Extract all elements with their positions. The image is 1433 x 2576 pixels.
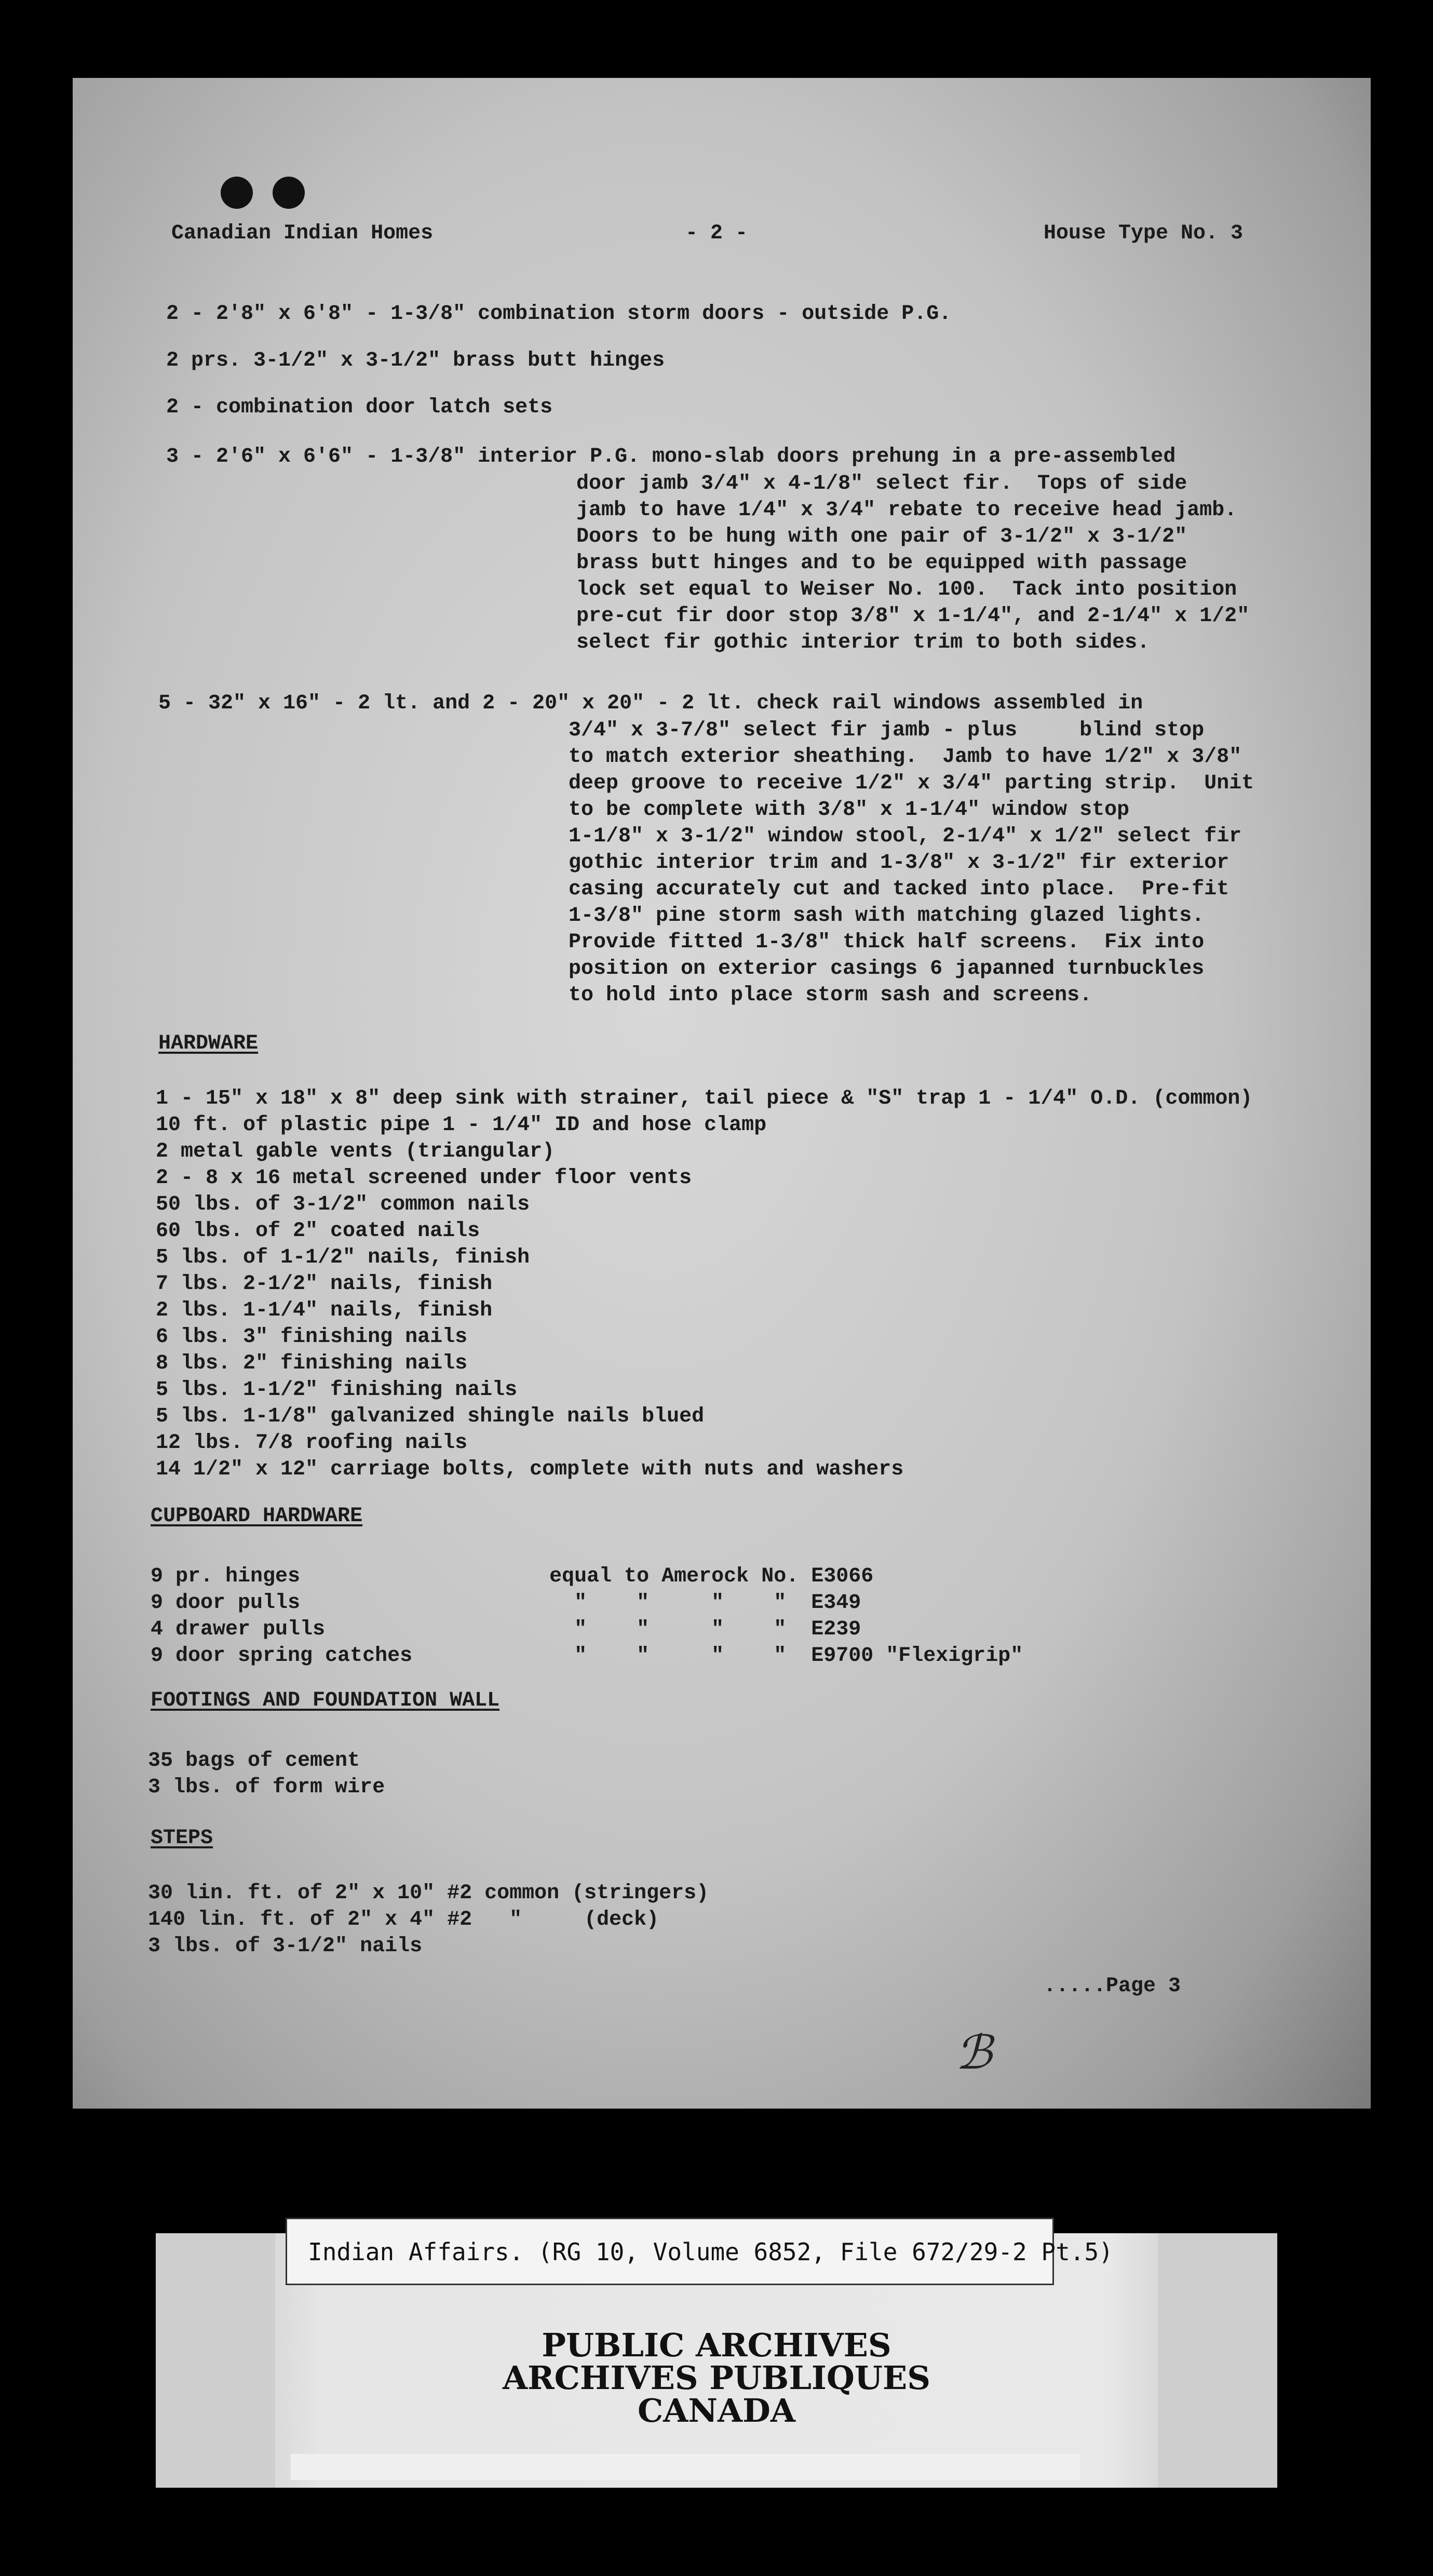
list-item: 30 lin. ft. of 2" x 10" #2 common (stringers) [148, 1882, 709, 1905]
list-item: 2 - 8 x 16 metal screened under floor vents [156, 1166, 692, 1190]
spec-line: 1-3/8" pine storm sash with matching glazed lights. [569, 904, 1205, 928]
item-windows: 5 - 32" x 16" - 2 lt. and 2 - 20" x 20" - 2 lt. check rail windows assembled in [158, 692, 1143, 715]
archive-country: CANADA [637, 2392, 796, 2430]
spec-line: to match exterior sheathing. Jamb to have 1/2" x 3/8" [569, 745, 1242, 769]
handwritten-initials: ℬ [955, 2025, 992, 2080]
spec-line: pre-cut fir door stop 3/8" x 1-1/4", and 2-1/4" x 1/2" [576, 605, 1250, 628]
archive-label [156, 2233, 1277, 2488]
continued-note: .....Page 3 [1044, 1975, 1181, 1998]
spec-line: Provide fitted 1-3/8" thick half screens. Fix into [569, 931, 1205, 954]
spec-line: gothic interior trim and 1-3/8" x 3-1/2" fir exterior [569, 851, 1229, 875]
spec-line: jamb to have 1/4" x 3/4" rebate to receive head jamb. [576, 499, 1237, 522]
interior-doors-spec [576, 471, 1249, 656]
item-hinges: 2 prs. 3-1/2" x 3-1/2" brass butt hinges [166, 349, 665, 372]
windows-spec [569, 717, 1254, 1009]
list-item: 9 pr. hinges equal to Amerock No. E3066 [151, 1565, 874, 1588]
list-item: 1 - 15" x 18" x 8" deep sink with strainer, tail piece & "S" trap 1 - 1/4" O.D. (common) [156, 1087, 1253, 1110]
list-item: 35 bags of cement [148, 1749, 360, 1773]
archive-name-fr: ARCHIVES PUBLIQUES [502, 2359, 931, 2397]
list-item: 3 lbs. of form wire [148, 1776, 385, 1799]
item-interior-doors: 3 - 2'6" x 6'6" - 1-3/8" interior P.G. mono-slab doors prehung in a pre-assembled [166, 445, 1176, 468]
punch-hole [273, 177, 305, 209]
footings-list [148, 1748, 385, 1801]
list-item: 8 lbs. 2" finishing nails [156, 1352, 468, 1375]
spec-line: to hold into place storm sash and screens. [569, 984, 1092, 1007]
spec-line: 3/4" x 3-7/8" select fir jamb - plus blind stop [569, 719, 1205, 742]
spec-line: lock set equal to Weiser No. 100. Tack into position [576, 578, 1237, 601]
header-right: House Type No. 3 [1044, 222, 1243, 245]
list-item: 5 lbs. 1-1/8" galvanized shingle nails blued [156, 1405, 705, 1428]
list-item: 60 lbs. of 2" coated nails [156, 1219, 480, 1243]
heading-steps: STEPS [151, 1827, 213, 1850]
hardware-list [156, 1085, 1252, 1483]
spec-line: brass butt hinges and to be equipped with passage [576, 552, 1187, 575]
spec-line: 1-1/8" x 3-1/2" window stool, 2-1/4" x 1/2" select fir [569, 825, 1242, 848]
heading-footings: FOOTINGS AND FOUNDATION WALL [151, 1689, 500, 1712]
spec-line: deep groove to receive 1/2" x 3/4" parting strip. Unit [569, 772, 1254, 795]
heading-hardware: HARDWARE [158, 1032, 259, 1055]
list-item: 5 lbs. of 1-1/2" nails, finish [156, 1246, 530, 1269]
reference-box [286, 2218, 1113, 2285]
spec-line: position on exterior casings 6 japanned turnbuckles [569, 957, 1205, 981]
archive-reference: Indian Affairs. (RG 10, Volume 6852, File 672/29-2 Pt.5) [308, 2238, 1113, 2266]
steps-list [148, 1880, 709, 1960]
spec-line: casing accurately cut and tacked into place. Pre-fit [569, 878, 1229, 901]
list-item: 2 lbs. 1-1/4" nails, finish [156, 1299, 493, 1322]
page-number: - 2 - [685, 222, 748, 245]
archive-name-en: PUBLIC ARCHIVES [542, 2326, 891, 2364]
spec-line: select fir gothic interior trim to both sides. [576, 631, 1150, 654]
spec-line: door jamb 3/4" x 4-1/8" select fir. Tops of side [576, 472, 1187, 495]
list-item: 7 lbs. 2-1/2" nails, finish [156, 1272, 493, 1296]
list-item: 2 metal gable vents (triangular) [156, 1140, 555, 1163]
list-item: 140 lin. ft. of 2" x 4" #2 " (deck) [148, 1908, 659, 1931]
punch-hole [221, 177, 253, 209]
list-item: 3 lbs. of 3-1/2" nails [148, 1935, 423, 1958]
item-latch: 2 - combination door latch sets [166, 396, 553, 419]
list-item: 9 door spring catches " " " " E9700 "Flexigrip" [151, 1644, 1023, 1668]
label-bottom-strip [291, 2454, 1080, 2480]
list-item: 5 lbs. 1-1/2" finishing nails [156, 1378, 518, 1402]
cupboard-list [151, 1563, 1023, 1669]
spec-line: Doors to be hung with one pair of 3-1/2" x 3-1/2" [576, 525, 1187, 548]
list-item: 9 door pulls " " " " E349 [151, 1591, 861, 1615]
list-item: 10 ft. of plastic pipe 1 - 1/4" ID and hose clamp [156, 1113, 767, 1137]
list-item: 50 lbs. of 3-1/2" common nails [156, 1193, 530, 1216]
list-item: 12 lbs. 7/8 roofing nails [156, 1431, 468, 1455]
list-item: 14 1/2" x 12" carriage bolts, complete with nuts and washers [156, 1458, 904, 1481]
header-left: Canadian Indian Homes [171, 222, 434, 245]
spec-line: to be complete with 3/8" x 1-1/4" window stop [569, 798, 1130, 822]
document-page [73, 78, 1371, 2109]
heading-cupboard-hardware: CUPBOARD HARDWARE [151, 1505, 363, 1528]
list-item: 4 drawer pulls " " " " E239 [151, 1618, 861, 1641]
list-item: 6 lbs. 3" finishing nails [156, 1325, 468, 1349]
item-storm-doors: 2 - 2'8" x 6'8" - 1-3/8" combination storm doors - outside P.G. [166, 302, 952, 326]
